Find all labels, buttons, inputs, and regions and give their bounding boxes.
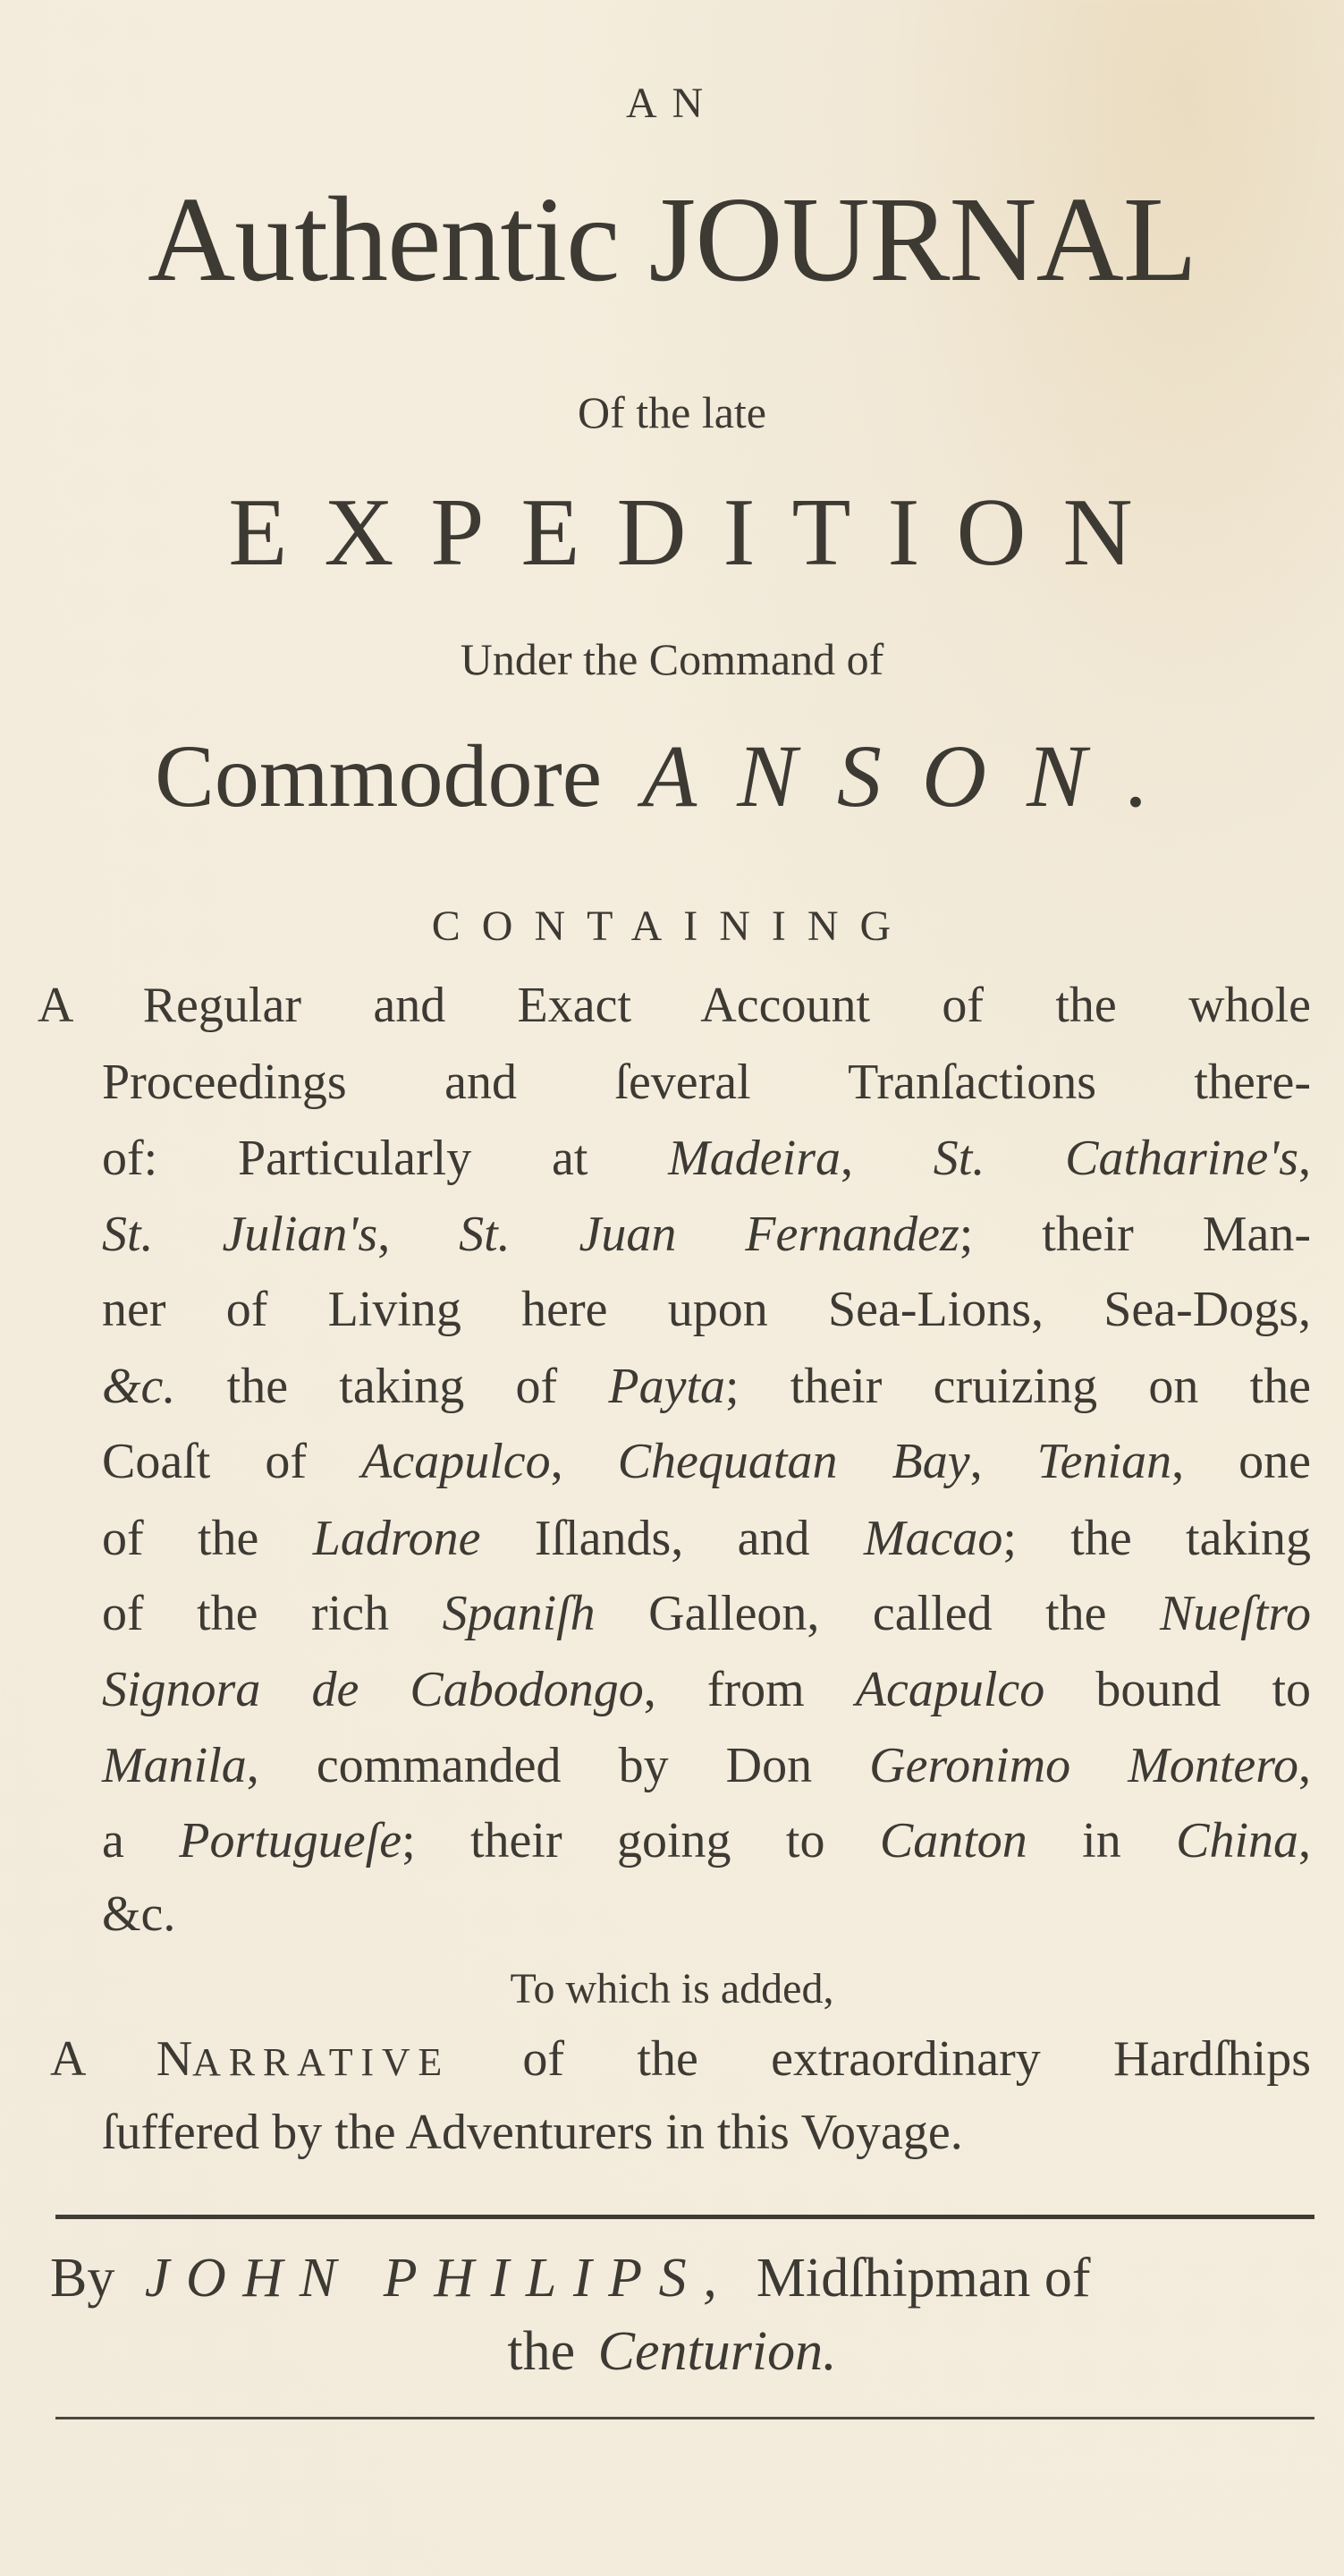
body-line-3: of: Particularly at Madeira, St. Catharine's, [102,1131,1311,1186]
commodore-word: Commodore [155,726,603,826]
divider-bottom [55,2417,1314,2419]
anson-name: ANSON. [642,726,1189,826]
heading-expedition: EXPEDITION [228,479,1170,586]
body-line-9: of the rich Spaniſh Galleon, called the Nueſtro [102,1586,1312,1641]
heading-of-the-late: Of the late [577,387,766,437]
body-line-10: Signora de Cabodongo, from Acapulco bound to [102,1662,1312,1717]
body-line-7: Coaſt of Acapulco, Chequatan Bay, Tenian, one [102,1434,1312,1489]
byline [50,2247,1311,2310]
body-line-13: &c. [102,1886,176,1942]
byline-ship: the Centurion. [507,2321,837,2382]
narrative-line-1: A NARRATIVE of the extraordinary Hardſhips [50,2031,1312,2087]
body-line-12: a Portugueſe; their going to Canton in China, [102,1813,1312,1868]
heading-authentic-journal: Authentic JOURNAL [148,173,1196,307]
body-line-6: &c. the taking of Payta; their cruizing on the [102,1359,1311,1414]
author-name: JOHN PHILIPS, [144,2248,734,2309]
narrative-line-2: ſuffered by the Adventurers in this Voyage. [102,2105,963,2160]
heading-an: AN [626,80,718,127]
heading-commodore-anson [0,724,1344,827]
by-word: By [50,2248,115,2309]
to-which-is-added: To which is added, [510,1965,834,2012]
body-line-5: ner of Living here upon Sea-Lions, Sea-Dogs, [102,1282,1311,1337]
body-line-11: Manila, commanded by Don Geronimo Montero, [102,1738,1311,1793]
divider-top [55,2215,1314,2219]
body-line-8: of the Ladrone Iſlands, and Macao; the taking [102,1511,1311,1566]
body-line-2: Proceedings and ſeveral Tranſactions there- [102,1055,1311,1110]
author-role: Midſhipman of [756,2248,1091,2309]
body-line-1: A Regular and Exact Account of the whole [38,978,1311,1033]
heading-containing: CONTAINING [431,902,913,950]
heading-under-command: Under the Command of [460,634,884,684]
body-line-4: St. Julian's, St. Juan Fernandez; their Man- [102,1207,1312,1262]
